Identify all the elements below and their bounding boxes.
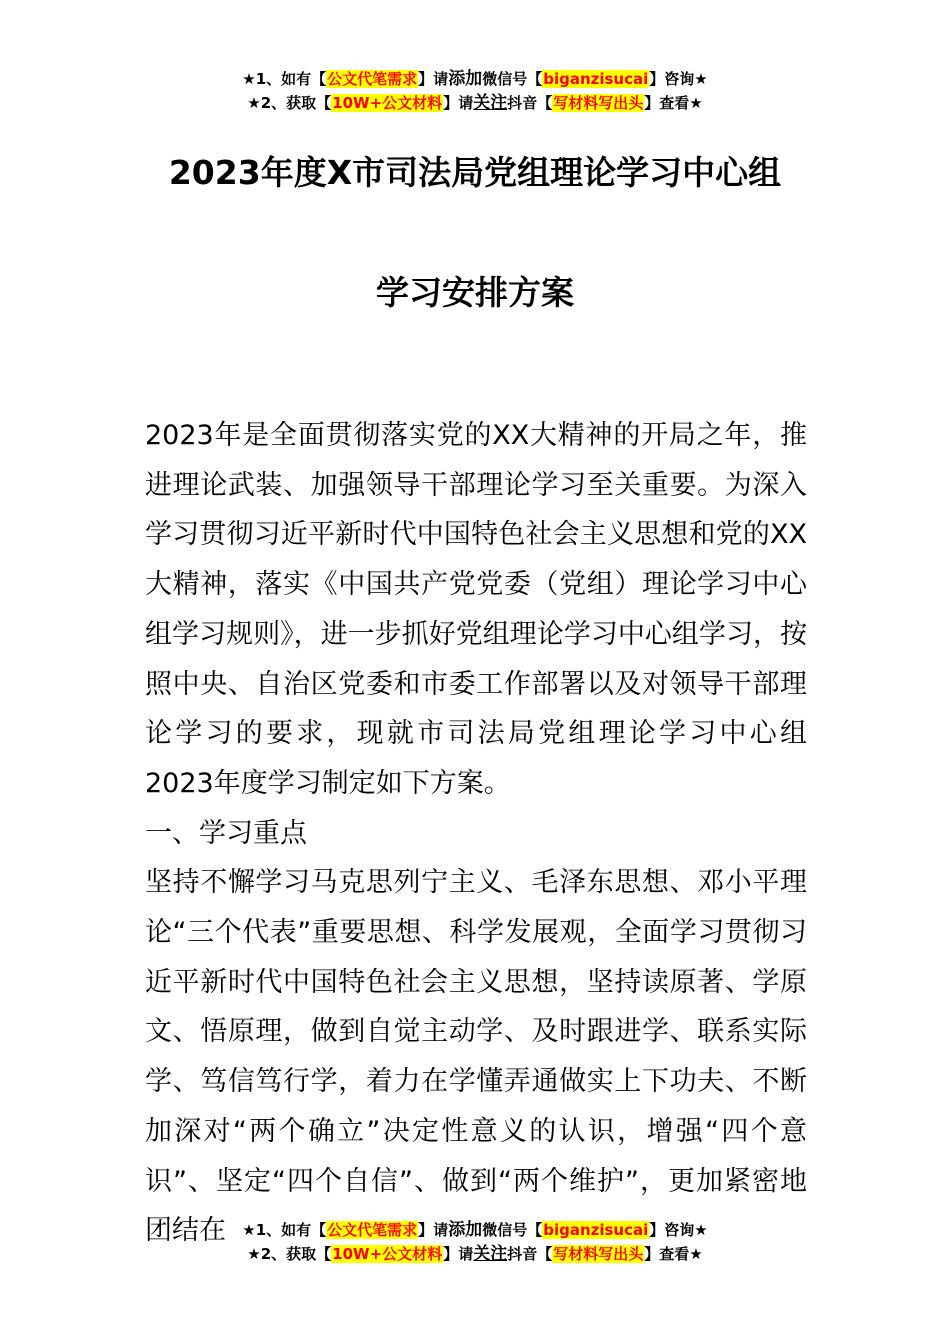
banner-text: ★2、获取【 <box>247 1245 332 1263</box>
banner-text: 】咨询★ <box>649 1221 708 1239</box>
banner-line-2 <box>0 1242 950 1266</box>
banner-text: 抖音【 <box>507 1245 553 1263</box>
banner-text: 】查看★ <box>644 1245 703 1263</box>
banner-emphasis: 添加 <box>448 69 483 89</box>
banner-line-1 <box>0 67 950 91</box>
banner-emphasis: 关注 <box>473 1244 508 1264</box>
banner-emphasis: 关注 <box>473 93 508 113</box>
banner-text: ★2、获取【 <box>247 94 332 112</box>
highlight-materials: 10W+公文材料 <box>332 1245 443 1263</box>
banner-text: 微信号【 <box>482 70 543 88</box>
banner-text: ★1、如有【 <box>242 1221 327 1239</box>
banner-emphasis: 添加 <box>448 1220 483 1240</box>
highlight-wechat-id: biganzisucai <box>543 1221 649 1239</box>
highlight-materials: 10W+公文材料 <box>332 94 443 112</box>
banner-text: ★1、如有【 <box>242 70 327 88</box>
banner-text: 】请 <box>418 70 449 88</box>
banner-text: 】咨询★ <box>649 70 708 88</box>
highlight-service: 公文代笔需求 <box>327 70 418 88</box>
banner-line-2 <box>0 91 950 115</box>
banner-text: 】请 <box>418 1221 449 1239</box>
intro-paragraph: 2023年是全面贯彻落实党的XX大精神的开局之年，推进理论武装、加强领导干部理论学习至关重要。为深入学习贯彻习近平新时代中国特色社会主义思想和党的XX大精神，落实《中国共产党党委（党组）理论学习中心组学习规则》，进一步抓好党组理论学习中心组学习，按照中央、自治区党委和市委工作部署以及对领导干部理论学习的要求，现就市司法局党组理论学习中心组2023年度学习制定如下方案。 <box>145 420 807 799</box>
document-body <box>145 411 807 1256</box>
banner-text: 】查看★ <box>644 94 703 112</box>
banner-text: 】请 <box>443 1245 474 1263</box>
highlight-service: 公文代笔需求 <box>327 1221 418 1239</box>
banner-text: 抖音【 <box>507 94 553 112</box>
footer-banner <box>0 1218 950 1266</box>
banner-text: 微信号【 <box>482 1221 543 1239</box>
header-banner <box>0 67 950 115</box>
banner-line-1 <box>0 1218 950 1242</box>
banner-text: 】请 <box>443 94 474 112</box>
document-title-line-2: 学习安排方案 <box>376 273 574 312</box>
document-title-line-1: 2023年度X市司法局党组理论学习中心组 <box>168 153 782 192</box>
highlight-wechat-id: biganzisucai <box>543 70 649 88</box>
highlight-douyin-id: 写材料写出头 <box>553 1245 644 1263</box>
section-paragraph: 坚持不懈学习马克思列宁主义、毛泽东思想、邓小平理论“三个代表”重要思想、科学发展观，全面学习贯彻习近平新时代中国特色社会主义思想，坚持读原著、学原文、悟原理，做到自觉主动学、及时跟进学、联系实际学、笃信笃行学，着力在学懂弄通做实上下功夫、不断加深对“两个确立”决定性意义的认识，增强“四个意识”、坚定“四个自信”、做到“两个维护”，更加紧密地团结在 <box>145 867 807 1247</box>
highlight-douyin-id: 写材料写出头 <box>553 94 644 112</box>
section-heading: 一、学习重点 <box>145 817 307 849</box>
